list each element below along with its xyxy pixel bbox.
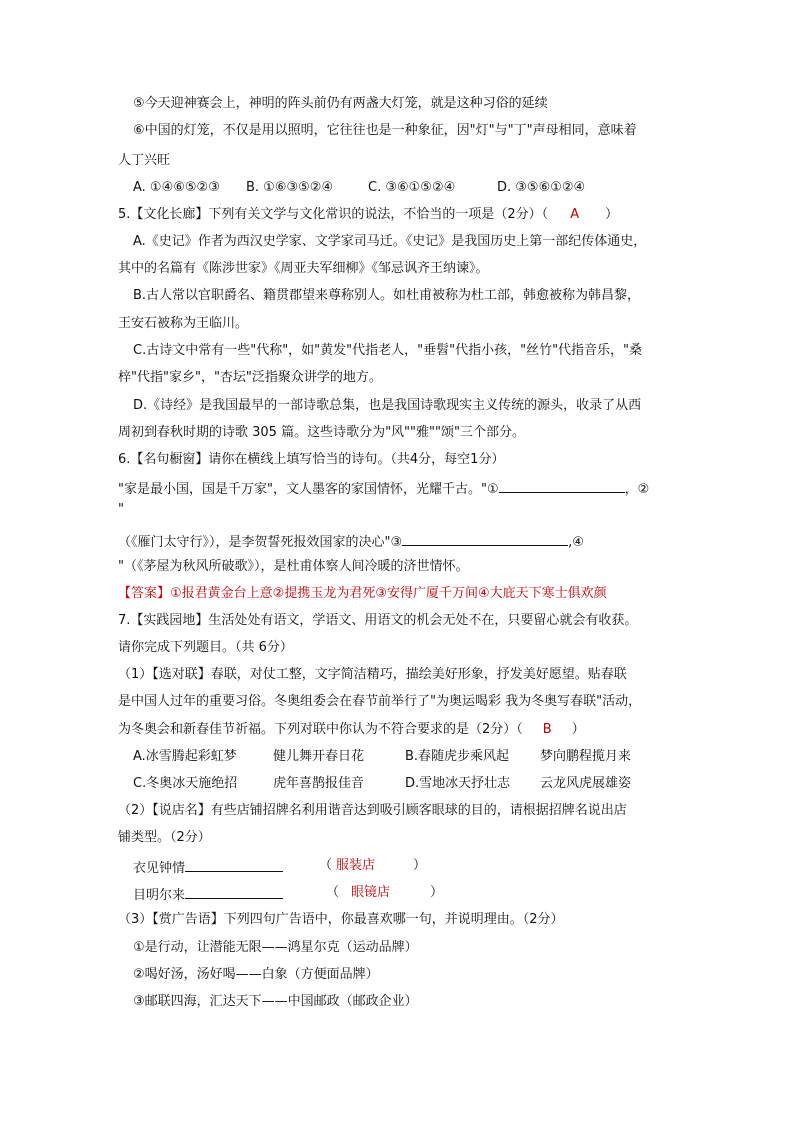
q5-option-d-line1: D.《诗经》是我国最早的一部诗歌总集，也是我国诗歌现实主义传统的源头，收录了从西 [133, 398, 642, 413]
shop-answer-2: 眼镜店 [351, 885, 391, 900]
q6-blank-3[interactable] [402, 530, 568, 546]
q6-line3-text: （《雁门太守行》），是李贺誓死报效国家的决心"③ [118, 535, 403, 550]
shop-paren-open-2: （ [326, 885, 340, 900]
q5-option-b-line1: B.古人常以官职爵名、籍贯郡望来尊称别人。如杜甫被称为杜工部，韩愈被称为韩昌黎， [133, 288, 641, 303]
q5-stem-text: 5.【文化长廊】下列有关文学与文化常识的说法，不恰当的一项是（2分）（ [118, 207, 549, 222]
q5-option-b-line2: 王安石被称为王临川。 [118, 316, 249, 331]
q4-item-5: ⑤今天迎神赛会上，神明的阵头前仍有两盏大灯笼，就是这种习俗的延续 [133, 96, 548, 111]
q5-option-c-line1: C.古诗文中常有一些"代称"，如"黄发"代指老人，"垂髫"代指小孩，"丝竹"代指音乐，"桑 [133, 343, 643, 358]
q5-option-a-line1: A.《史记》作者为西汉史学家、文学家司马迁。《史记》是我国历史上第一部纪传体通史， [133, 234, 647, 249]
q6-line3-tail: ,④ [568, 535, 584, 550]
q4-option-c: C. ③⑥①⑤②④ [368, 180, 456, 195]
q4-item-6-line2: 人丁兴旺 [118, 153, 171, 168]
q7-part1-line3 [118, 720, 585, 740]
shop-blank-2[interactable] [185, 883, 283, 899]
shop-answer-row-2 [326, 883, 443, 903]
shop-answer-1: 服装店 [336, 858, 376, 873]
couplet-b-upper: B.春随虎步乘风起 [405, 749, 510, 764]
q6-answer [118, 584, 607, 604]
q6-answer-text: ①报君黄金台上意②提携玉龙为君死③安得广厦千万间④大庇天下寒士俱欢颜 [170, 586, 607, 601]
couplet-c-upper: C.冬奥冰天施绝招 [133, 776, 238, 791]
q7-part2-line2: 铺类型。（2分） [118, 830, 211, 845]
shop-row-1 [133, 856, 283, 876]
q7-part1-line3-text: 为冬奥会和新春佳节祈福。下列对联中你认为不符合要求的是（2分）（ [118, 722, 523, 737]
q6-line3 [118, 530, 584, 550]
q7-part1-line1: （1）【选对联】春联，对仗工整，文字简洁精巧，描绘美好形象，抒发美好愿望。贴春联 [118, 667, 627, 682]
q7-part3-stem: （3）【赏广告语】下列四句广告语中，你最喜欢哪一句，并说明理由。（2分） [118, 912, 564, 927]
q4-option-d: D. ③⑤⑥①②④ [497, 180, 586, 195]
q6-line1-text: "家是最小国，国是千万家"，文人墨客的家国情怀，光耀千古。"① [118, 482, 499, 497]
q6-line4: "（《茅屋为秋风所破歌》），是杜甫体察人间冷暖的济世情怀。 [118, 559, 469, 574]
shop-name-2: 目明尔来 [133, 888, 186, 903]
shop-blank-1[interactable] [185, 856, 283, 872]
q6-line1-tail: ，② [624, 482, 650, 497]
q7-part2-line1: （2）【说店名】有些店铺招牌名利用谐音达到吸引顾客眼球的目的，请根据招牌名说出店 [118, 803, 627, 818]
q4-option-a: A. ①④⑥⑤②③ [133, 180, 220, 195]
ad-slogan-2: ②喝好汤，汤好喝——白象（方便面品牌） [133, 967, 379, 982]
q6-line2: " [118, 502, 124, 517]
q5-option-d-line2: 周初到春秋时期的诗歌 305 篇。这些诗歌分为"风""雅""颂"三个部分。 [118, 425, 525, 440]
q5-option-c-line2: 梓"代指"家乡"，"杏坛"泛指聚众讲学的地方。 [118, 370, 382, 385]
q7-part1-close: ） [571, 722, 585, 737]
q7-part1-answer: B [542, 722, 552, 737]
q5-answer: A [570, 207, 580, 222]
shop-answer-row-1 [319, 856, 426, 876]
shop-paren-close-1: ） [413, 858, 427, 873]
q4-item-6-line1: ⑥中国的灯笼，不仅是用以照明，它往往也是一种象征，因"灯"与"丁"声母相同，意味着 [133, 123, 637, 138]
shop-name-1: 衣见钟情 [133, 861, 186, 876]
couplet-a-upper: A.冰雪腾起彩虹梦 [133, 749, 237, 764]
shop-row-2 [133, 883, 283, 903]
ad-slogan-1: ①是行动，让潜能无限——鸿星尔克（运动品牌） [133, 940, 418, 955]
q6-answer-label: 【答案】 [118, 586, 171, 601]
q7-stem-line2: 请你完成下列题目。（共 6分） [118, 640, 293, 655]
q6-stem: 6.【名句橱窗】请你在横线上填写恰当的诗句。（共4分，每空1分） [118, 452, 505, 467]
q5-stem [118, 205, 618, 225]
ad-slogan-3: ③邮联四海，汇达天下——中国邮政（邮政企业） [133, 994, 418, 1009]
couplet-d-upper: D.雪地冰天抒壮志 [405, 776, 511, 791]
q5-option-a-line2: 其中的名篇有《陈涉世家》《周亚夫军细柳》《邹忌讽齐王纳谏》。 [118, 261, 489, 276]
q4-option-b: B. ①⑥③⑤②④ [246, 180, 334, 195]
q7-part1-line2: 是中国人过年的重要习俗。冬奥组委会在春节前举行了"为奥运喝彩 我为冬奥写春联"活动， [118, 694, 642, 709]
couplet-c-lower: 虎年喜鹊报佳音 [273, 776, 365, 791]
shop-paren-open-1: （ [319, 858, 333, 873]
q5-close: ） [605, 207, 619, 222]
couplet-d-lower: 云龙风虎展雄姿 [540, 776, 632, 791]
q6-line1 [118, 477, 649, 497]
q6-blank-1[interactable] [499, 477, 625, 493]
q7-stem-line1: 7.【实践园地】生活处处有语文，学语文、用语文的机会无处不在，只要留心就会有收获。 [118, 613, 638, 628]
shop-paren-close-2: ） [430, 885, 444, 900]
couplet-b-lower: 梦向鹏程揽月来 [540, 749, 632, 764]
couplet-a-lower: 健儿舞开春日花 [273, 749, 365, 764]
